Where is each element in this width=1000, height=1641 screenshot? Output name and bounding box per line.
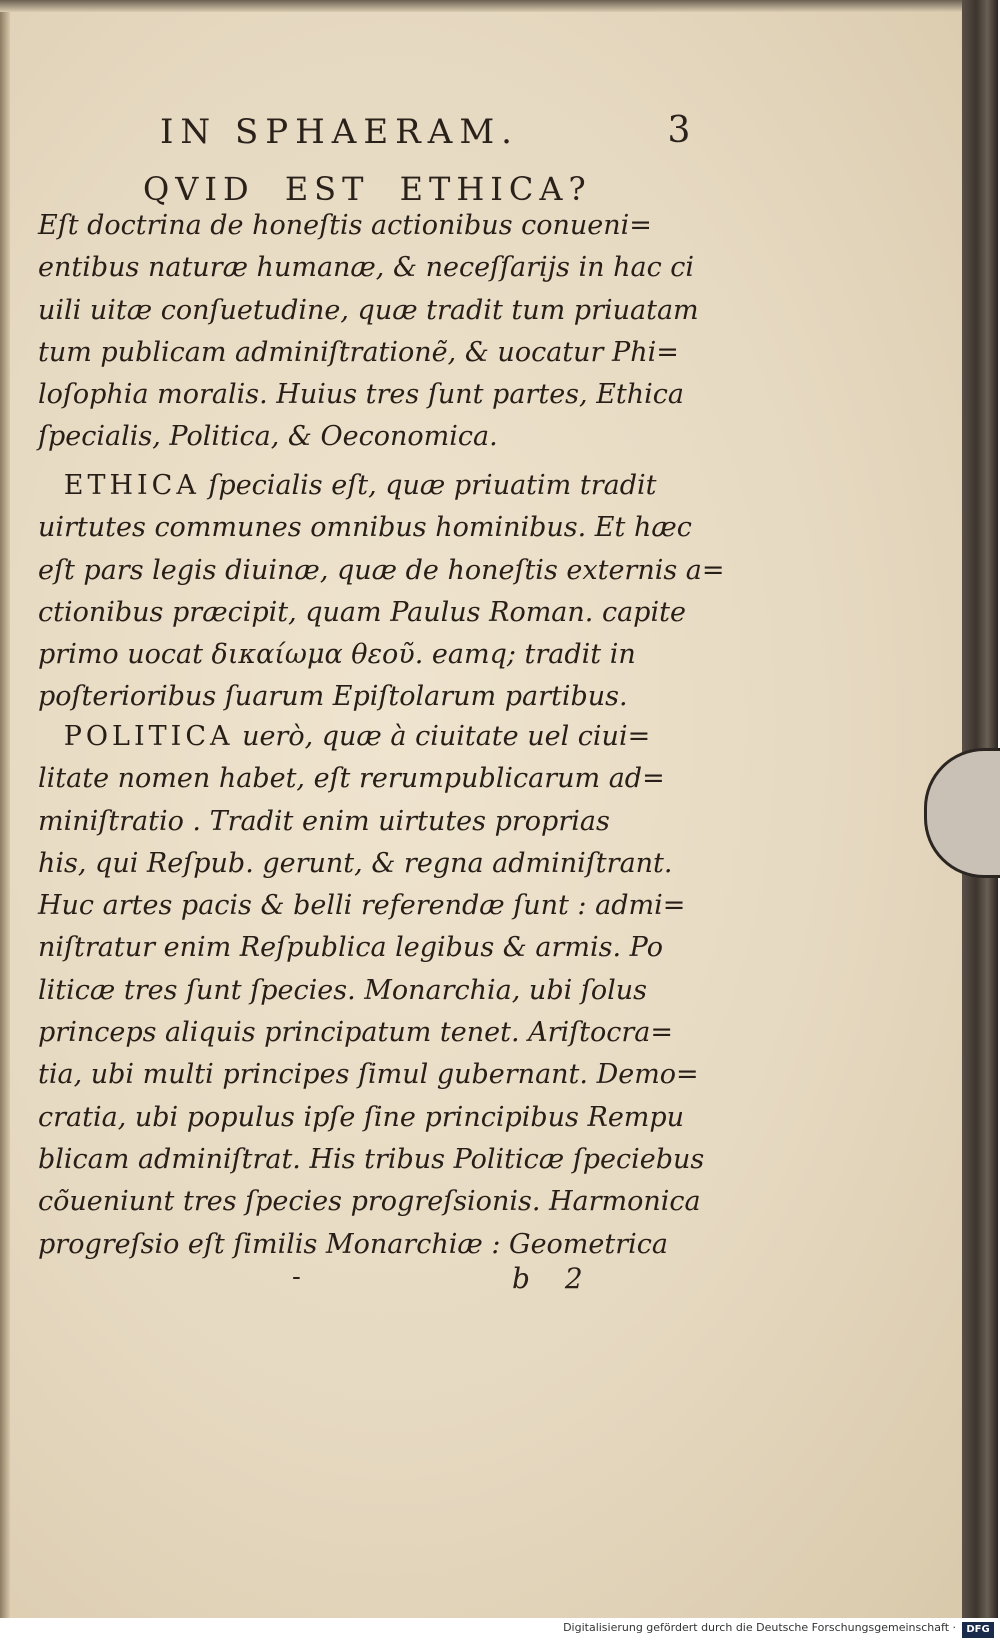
text-line: ctionibus præcipit, quam Paulus Roman. capite — [38, 596, 686, 628]
text-line: tum publicam adminiſtrationẽ, & uocatur Phi= — [38, 336, 679, 368]
gutter-shadow — [0, 0, 10, 1618]
text-line: niſtratur enim Reſpublica legibus & armis. Po — [38, 932, 663, 964]
folio-number: 3 — [667, 110, 691, 151]
text-line: Huc artes pacis & belli referendæ ſunt : admi= — [38, 890, 686, 922]
text-line: eſt pars legis diuinæ, quæ de honeſtis externis a= — [38, 554, 725, 586]
text-line: primo uocat δικαίωμα θεοῦ. eamq; tradit in — [38, 639, 636, 671]
footer-credit: Digitalisierung gefördert durch die Deutsche Forschungsgemeinschaft · — [563, 1621, 956, 1634]
paragraph-definition — [38, 205, 698, 459]
text-line: progreſsio eſt ſimilis Monarchiæ : Geometrica — [38, 1228, 668, 1260]
dfg-logo-icon: DFG — [962, 1622, 994, 1638]
paragraph-ethica — [38, 465, 725, 719]
signature-mark: b 2 — [512, 1262, 583, 1295]
text-line: Eſt doctrina de honeſtis actionibus conueni= — [38, 210, 652, 241]
text-line: uirtutes communes omnibus hominibus. Et hæc — [38, 512, 692, 544]
text-line-lead — [38, 465, 698, 507]
text-line: tia, ubi multi principes ſimul gubernant. Demo= — [38, 1059, 699, 1091]
lead-word: ETHICA — [63, 470, 200, 501]
text-line: miniſtratio . Tradit enim uirtutes proprias — [38, 805, 610, 837]
text-fragment: ſpecialis eſt, quæ priuatim tradit — [199, 470, 657, 501]
text-line: poſterioribus ſuarum Epiſtolarum partibus. — [38, 681, 628, 713]
text-line: cratia, ubi populus ipſe ſine principibus Rempu — [38, 1101, 685, 1133]
text-line: loſophia moralis. Huius tres ſunt partes, Ethica — [38, 379, 684, 411]
text-line: liticæ tres ſunt ſpecies. Monarchia, ubi ſolus — [38, 974, 647, 1006]
text-line-lead — [38, 716, 698, 758]
text-line: uili uitæ conſuetudine, quæ tradit tum priuatam — [38, 294, 699, 326]
text-line: ſpecialis, Politica, & Oeconomica. — [38, 421, 498, 453]
text-fragment: uerò, quæ à ciuitate uel ciui= — [233, 721, 651, 752]
text-line: his, qui Reſpub. gerunt, & regna adminiſtrant. — [38, 847, 673, 879]
running-head: IN SPHAERAM. — [160, 112, 519, 152]
text-line: litate nomen habet, eſt rerumpublicarum ad= — [38, 763, 665, 795]
text-line: entibus naturæ humanæ, & neceſſarijs in hac ci — [38, 252, 695, 284]
paragraph-politica — [38, 716, 705, 1266]
top-edge — [0, 0, 972, 12]
lead-word: POLITICA — [63, 721, 234, 752]
section-heading: QVID EST ETHICA? — [143, 170, 592, 208]
text-line: princeps aliquis principatum tenet. Ariſtocra= — [38, 1017, 674, 1049]
catchword-dash: - — [292, 1262, 301, 1292]
text-line: blicam adminiſtrat. His tribus Politicæ ſpeciebus — [38, 1143, 705, 1175]
text-line: cõueniunt tres ſpecies progreſsionis. Harmonica — [38, 1186, 701, 1218]
